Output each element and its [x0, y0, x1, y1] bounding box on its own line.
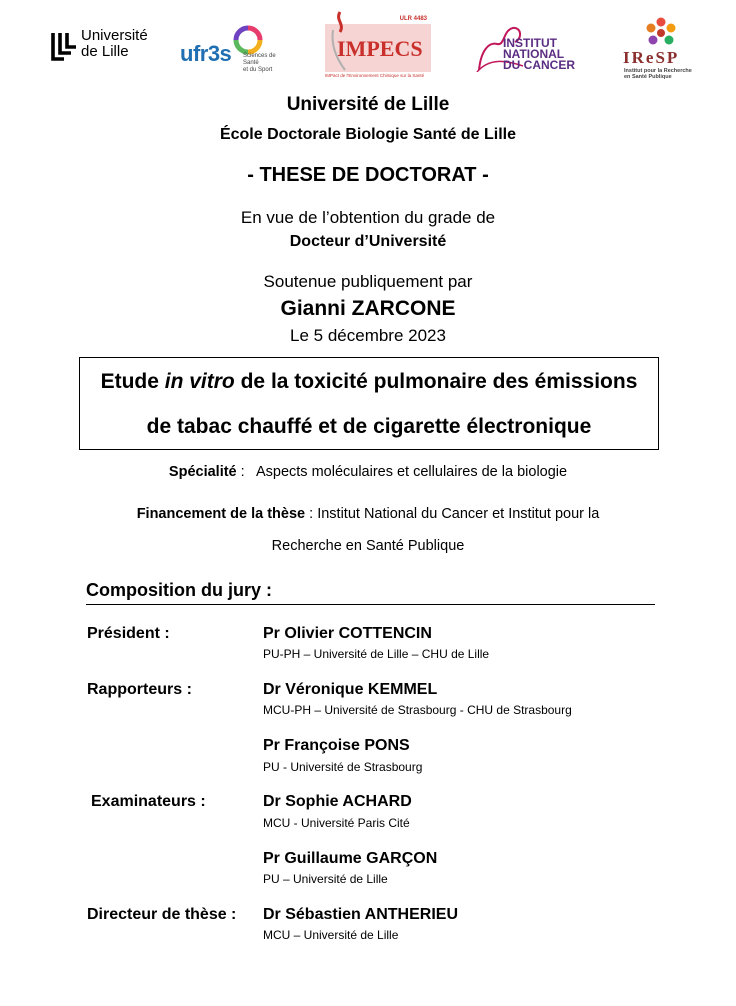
jury-heading: Composition du jury : — [86, 580, 655, 605]
iresp-logo: IReSP Institut pour la Recherche en Santé Publique — [618, 16, 708, 82]
thesis-title-line1: Etude in vitro de la toxicité pulmonaire des émissions — [100, 370, 638, 393]
member-name: Pr Guillaume GARÇON — [263, 850, 438, 867]
member-name: Pr Olivier COTTENCIN — [263, 625, 432, 642]
thesis-title-line2: de tabac chauffé et de cigarette électronique — [146, 415, 592, 438]
title-italic: in vitro — [164, 370, 235, 393]
member-affiliation: PU - Université de Strasbourg — [263, 760, 423, 774]
defense-date: Le 5 décembre 2023 — [290, 326, 446, 345]
role-directeur: Directeur de thèse : — [87, 906, 237, 923]
universite-de-lille-logo: Université de Lille — [50, 28, 165, 68]
member-affiliation: PU-PH – Université de Lille – CHU de Lille — [263, 647, 490, 661]
member-name: Dr Véronique KEMMEL — [263, 681, 438, 698]
ufr3s-logo: ufr3s Sciences de Santé et du Sport — [180, 25, 280, 70]
member-affiliation: MCU-PH – Université de Strasbourg - CHU de Strasbourg — [263, 703, 572, 717]
ufr3s-ring-icon — [233, 25, 263, 55]
role-president: Président : — [87, 625, 170, 642]
author-name: Gianni ZARCONE — [280, 297, 456, 320]
iresp-flower-icon — [644, 16, 678, 50]
role-examinateurs: Examinateurs : — [91, 793, 206, 810]
impecs-logo: ULR 4483 IMPECS IMPact de l'Environnement Chimique sur la Santé — [325, 10, 431, 78]
institut-national-du-cancer-logo: INSTITUT NATIONAL DU CANCER — [475, 20, 585, 75]
thesis-title-box — [79, 357, 659, 450]
doctoral-school: École Doctorale Biologie Santé de Lille — [219, 126, 517, 143]
degree-purpose: En vue de l’obtention du grade de — [240, 208, 496, 227]
lille-mark-icon — [50, 31, 78, 65]
speciality: Spécialité : Aspects moléculaires et cellulaires de la biologie — [168, 464, 568, 480]
member-name: Pr Françoise PONS — [263, 737, 410, 754]
defended-by: Soutenue publiquement par — [263, 272, 473, 291]
member-name: Dr Sophie ACHARD — [263, 793, 412, 810]
degree-name: Docteur d’Université — [289, 233, 447, 250]
member-affiliation: PU – Université de Lille — [263, 872, 388, 886]
member-affiliation: MCU - Université Paris Cité — [263, 816, 410, 830]
member-affiliation: MCU – Université de Lille — [263, 928, 399, 942]
university-name: Université de Lille — [286, 94, 450, 115]
member-name: Dr Sébastien ANTHERIEU — [263, 906, 458, 923]
thesis-type: - THESE DE DOCTORAT - — [247, 164, 489, 186]
funding-line2: Recherche en Santé Publique — [271, 538, 465, 554]
role-rapporteurs: Rapporteurs : — [87, 681, 192, 698]
funding: Financement de la thèse : Institut National du Cancer et Institut pour la — [136, 506, 600, 522]
